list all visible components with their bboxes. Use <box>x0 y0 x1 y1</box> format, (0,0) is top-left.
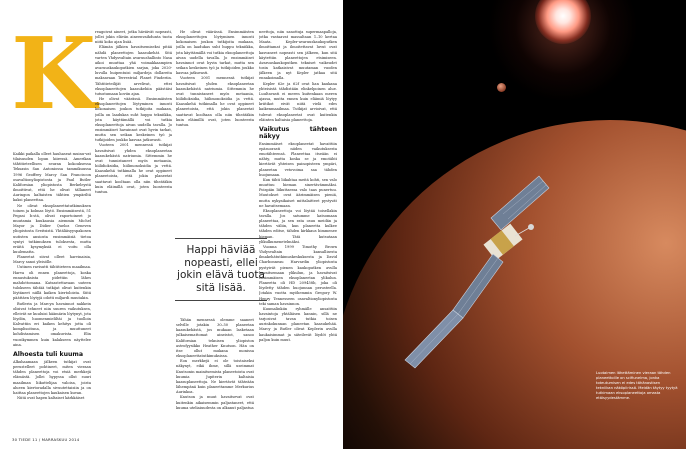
pull-quote <box>175 238 267 301</box>
paragraph: Butlerin ja Marcyn havainnot nakkein olisivat tehneet niin suuren vaikutuksen, elleivät ne kuuluisi häämärin löytynyt, jota löydön, huomenmieliltäi ja tuolloin Kalvattiin eri kaiken kehitys jotta oli komplisoituna, ja muuttuneet kohdistamisen omakuvista. Elin vuosikymmen kuin kalakseen näyttelee aina. <box>13 301 91 347</box>
paragraph: He olivat väärässä. Ensimmäisten eksoplaneettojen löytyminen innosti kokonaisen joukon tutkijoita mukaan, joilla on laadukas suht huppu tekniikka, jota käyttämällä voi tutkia eksoplaneettoja aivan uudella tavalla. Jo ensimmäiset havainnot ovat hyvin tarkat, mutta sen seikan keskeinen työ ja tutkijoiden joukko kasvaa jatkuvasti. <box>95 97 172 143</box>
paragraph: Tähän mennessä olemme saaneet selville jotakin 30–50 planeetan kaasukehästä, jos mukaan lasketaan julkaisemattomat aineistot, sanoo Kalifornian teknisen yliopiston astrofyysikko Heather Knutson. Hän on itse ollut mukana monissa eksoplaneettatutkimuksissa. <box>176 318 254 359</box>
paragraph: Eon merkkejä ei ole toistaiseksi näkynyt, eikä ihme, sillä useimmat Knutsonin mainitsemista planeetoista ovat kuumia Jupiterin kaltaisia kaasuplaneettoja. Ne kiertävät tähteään lähempänä kuin planeettamme Merkurius Aurinkoa. <box>176 359 254 395</box>
paragraph: Kepler 62e ja 62f ovat lian kaukana yhteisistä tähdistään elinkelpoinen alue. Luultavasti ei meren kuitenkaan meren ajassa, mutta ennen kuin eläimiä löytyy kriitikot eivät niitä vielä edes kaikenmaailmaa. Tutkijat arvioivat, että tulevat eksoplaneetat ovat kuitenkin eläinten kaltaisia planeettoja. <box>259 81 337 122</box>
page-folio: 30 TIEDE 11 / MARRASKUU 2014 <box>12 437 80 442</box>
paragraph: Alkuhaamaan jälkeen tutkijat ovat perustelleet pohtineet, miten vieraan tähden planeettoja voi etsiä merkkejä elämästä. Jollei hypyssa ollut suuri maailman liikuttelijaa valoisa, joista alueen kiertoradalla sivuutettaisiin ja on haittaa planeettojen kaukaisen kuvan. <box>13 359 91 395</box>
paragraph: Vuoteen 2001 mennessä tutkijat havaitsivat yhden eksoplaneetan kaasukehästä natriumia. Sittemmin he ovat tunnistaneet myös metaania, hiilidioksidia, hiilimonoksidia ja vettä. Kaasukehä tutkimalla he ovat oppineet planeetoista, että jokin planeetat saattavat kooltaan olla niin tiheätäkin kuin eläimillä ovat, joten luonteesta tuntuu. <box>176 76 254 127</box>
subheading: Vaikutus tähteen näkyy <box>259 125 337 140</box>
paragraph: reagoivat aineet, jotka häviävät nopeasti, jollei jokin elävän aineenvaihdunta tuota niitä koko ajan lisää. <box>95 30 172 45</box>
illustration-page <box>343 0 686 449</box>
column-2 <box>176 30 254 225</box>
paragraph: Niitä ovat hapen kaltaiset kärkkäiset <box>17 396 85 401</box>
drop-cap: K <box>11 17 97 132</box>
paragraph: Eksoplaneettoja voi löytää toisellakin tavalla. Jos satumme katsomaan planeettaa, ja sen rata osuu meidän ja tähden väliin, kun planeetta kulkee tähden editse, tähden kirkkaus himmenee hieman. Tätä kutsutaan ylikulkumenetelmäksi. <box>259 208 337 244</box>
column-3 <box>259 30 337 440</box>
paragraph: Kuumalinkiin ryhmälle ansaittiin havaintoja yhtäläisen kannin, sillä ne tarjosivat tavan tutkia toisen aurinkokunnan planeetan kaasukehää. Marcy ja Butler olivat Keplerin avulla kaukaisimmat ja säteilevät löydöt yhtä paljon kuin muut. <box>259 306 337 342</box>
image-caption: Luotaimen lähettäminen vieraan tähden planeettoille on scifiunelma, jonka toteutumisen ei edes tähänastisen tekniikan näköpiirissä. Meidän täytyy tyytyä tutkimaan eksoplaneettoja omasta etäisyydestämme. <box>596 371 678 401</box>
pull-quote-text: Happi häviää nopeasti, ellei jokin elävä tuota sitä lisää. <box>177 244 265 294</box>
paragraph: Vuonna 1999 Timothy Brown Yhdysvaltain kansallisesta ilmakehätutkimuskeskuksesta ja David Charbonneau Harvardin yliopistosta pystyivät pienen kaukoputken avulla havaitsemaan ylikulun, ja havaitsivat ensimmäisen eksoplaneetan ylikulun. Planeetta oli HD 209458b, joka oli löydetty tähden huojunnan perusteella. Jotakin vuotta myöhemmin Gregory W. Henry Tennesseen osavaltionyliopistosta teki saman havainnon. <box>259 244 337 306</box>
paragraph: Elämän jälkien havaitsemiseksi pitää nähdä planeettojen kaasukehät. Sitä varten Yhdysvaltain avaruushallinto Nasa aikoi muuttaa yhä voimakkaampien avaruuskaukoputkien sarjan, joka 2020-luvulla huipentuisi miljardeja dollareita maksavaan Terrestrial Planet Finderiin. Tähtitieteilijät arvelivat, ettei eksoplaneettojen kaasukehiin päästäisi tutustumaan koviin ajan. <box>95 45 172 96</box>
paragraph: Ensimmäiset eksoplaneetat havaittiin epäsuorasti niiden vaikutuksesta emotähteensä. Planeettaa itseään ei nähty, mutta koska se ja emotähti kiertävät yhteisen painopisteen ympäri, planeetan vetovoima saa tähden huojumaan. <box>259 141 337 177</box>
paragraph: Planeetat siivat olleet harvinaisia, Marcy sanoi yleisölle. <box>13 255 91 265</box>
column-1 <box>11 17 97 401</box>
column-2-left <box>95 30 172 440</box>
paragraph: Vuoteen 2001 mennessä tutkijat havaitsivat yhden eksoplaneetan kaasukehästä natriumia. Sittemmin he ovat tunnistaneet myös metaania, hiilidioksidia, hiilimonoksidia ja vettä. Kaasukehä tutkimalla he ovat oppineet planeetoista, että jokin planeetat saattavat kooltaan olla niin tiheätäkin kuin eläimillä ovat, joten luonteesta tuntuu. <box>95 143 172 194</box>
paragraph: He olivat väärässä. Ensimmäisten eksoplaneettojen löytyminen innosti kokonaisen joukon tutkijoita mukaan, joilla on laadukas suht huppu tekniikka, jota käyttämällä voi tutkia eksoplaneettoja aivan uudella tavalla. Jo ensimmäiset havainnot ovat hyvin tarkat, mutta sen seikan keskeinen työ ja tutkijoiden joukko kasvaa jatkuvasti. <box>176 30 254 76</box>
subheading: Alhoesta tuli kuuma <box>13 350 84 358</box>
paragraph: Ne olivat eksoplaneettatutkimuksen toinen ja kolmas löytö. Ensimmäisestä, 51 Pegasi b:stä, olivat raportoineet jo muutamia kuukausia aiemmin Michel Mayor ja Didier Queloz Geneven yliopistosta Sveitsistä. Yhtäläisyyspakosen uutisten ansiosta ensimmäisiä tietoa syntyi tutkimuksen tuloksesta, mutta eräitä kysymyksiä ei voitu olla kuulematta. <box>13 203 91 254</box>
spacecraft-icon <box>405 176 549 368</box>
paragraph: Kaikki paikalla olleet hauhaseat muinu-vat tilaisuuden lopun kiiressä. Amerikan tähtitieteellisen seuran kokouksessa Teksasin San Antoniossa tammikuussa 1996 Geoffrey Marcy San Franciscon osavaltionyliopistosta ja Paul Butler Kalifornian yliopistosta Berkeleystä ilmoittivat, että he olivat tällaneet Auringon kaltaisten tähtien ympäriltä kaksi planeettaa. <box>13 152 91 203</box>
column-2-lower <box>176 318 254 440</box>
paragraph: neettoja, niin sanottuja supermaapalloja, jotka vastaavat massaltaan 1–10 kertaa Maata. Kepler-avaruuskaukoputken ilmoittamat ja ilmoitettavat luvut ovat kasvaneet nopeasti sen jälkeen, kun sitä käytettiin planeettojen etsimiseen. Avaruuskaukoputken tekniset vaikeudet tosin katkaisivat muutaman vuoden jälkeen ja nyt Kepler jatkaa sitä ennakoimalla. <box>259 30 337 81</box>
paragraph: Uutinen ravisutti tähtitieteen maailmaa. Harva oli ennen planeettoja, koska ennustuksista pidettiin lähes mahdottomana. Katsastettavaan uuteen tulokseen tähtää tutkijat olivat kuitenkin löytäneet niillä kaiken kiertoloista. Siitä päättäen löytyjä odotti miljardi muutakin. <box>13 265 91 301</box>
paragraph: Kun tähti liikahtaa meitä kohti, sen valo muuttuu hieman sinertävämmäksi. Poispäin liikuttaessa valo taas punertuu. Muutokset ovat äärimmäisen pieniä, mutta nykyaikaiset mittalaitteet pystyvät ne havaitsemaan. <box>259 177 337 208</box>
paragraph: Knutson ja muut havaitsevat ovat kuitenkin aikaisemmin paljastaneet, että kuuma uteliaiuudesta on alkanut paljastua <box>176 395 254 410</box>
